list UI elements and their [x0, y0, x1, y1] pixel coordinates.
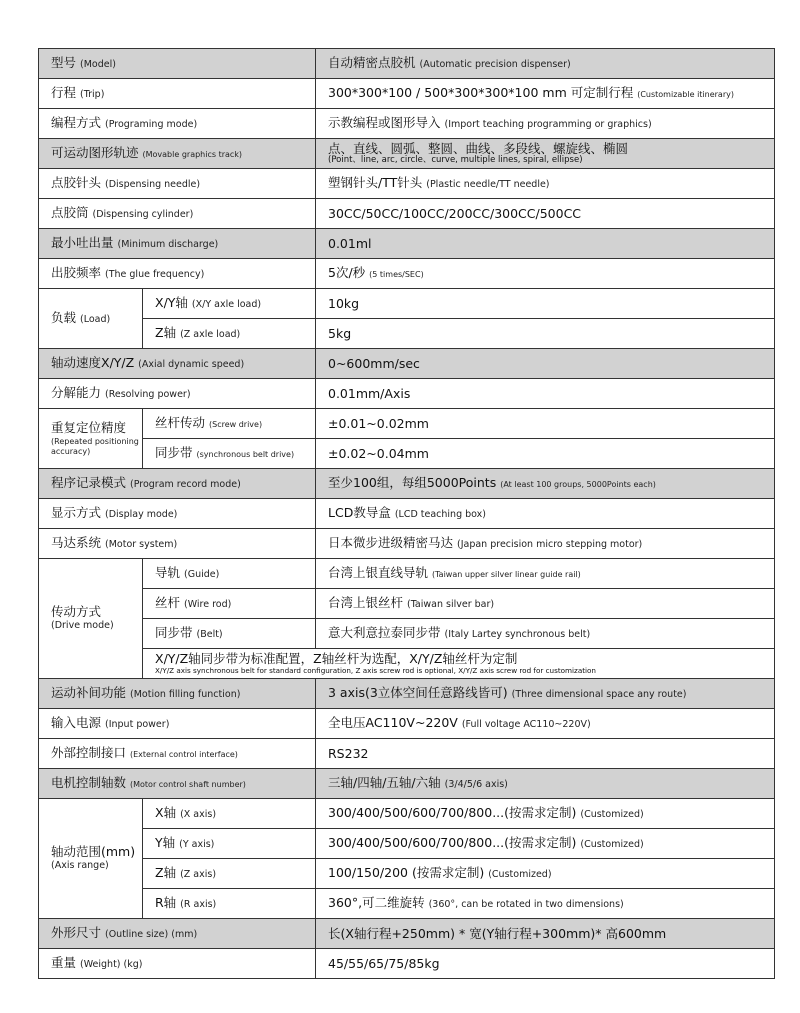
- label-power: 输入电源 (Input power): [39, 709, 316, 739]
- label-display: 显示方式 (Display mode): [39, 499, 316, 529]
- value-range-x: 300/400/500/600/700/800...(按需求定制) (Customized): [316, 799, 775, 829]
- label-range-x: X轴 (X axis): [143, 799, 316, 829]
- row-drive-belt: [39, 619, 775, 649]
- value-range-y: 300/400/500/600/700/800...(按需求定制) (Customized): [316, 829, 775, 859]
- spec-table: [38, 48, 775, 979]
- row-external: [39, 739, 775, 769]
- label-drive-wire: 丝杆 (Wire rod): [143, 589, 316, 619]
- value-trip: 300*300*100 / 500*300*300*100 mm 可定制行程 (Customizable itinerary): [316, 79, 775, 109]
- value-programming: 示教编程或图形导入 (Import teaching programming or graphics): [316, 109, 775, 139]
- row-shaft: [39, 769, 775, 799]
- label-cylinder: 点胶筒 (Dispensing cylinder): [39, 199, 316, 229]
- row-load-z: [39, 319, 775, 349]
- value-display: LCD教导盒 (LCD teaching box): [316, 499, 775, 529]
- row-model: [39, 49, 775, 79]
- label-track: 可运动图形轨迹 (Movable graphics track): [39, 139, 316, 169]
- label-frequency: 出胶频率 (The glue frequency): [39, 259, 316, 289]
- label-range-z: Z轴 (Z axis): [143, 859, 316, 889]
- row-frequency: [39, 259, 775, 289]
- value-power: 全电压AC110V~220V (Full voltage AC110~220V): [316, 709, 775, 739]
- label-resolving: 分解能力 (Resolving power): [39, 379, 316, 409]
- value-frequency: 5次/秒 (5 times/SEC): [316, 259, 775, 289]
- label-repeat-belt: 同步带 (synchronous belt drive): [143, 439, 316, 469]
- value-load-z: 5kg: [316, 319, 775, 349]
- value-speed: 0~600mm/sec: [316, 349, 775, 379]
- label-drive: 传动方式 (Drive mode): [39, 559, 143, 679]
- value-shaft: 三轴/四轴/五轴/六轴 (3/4/5/6 axis): [316, 769, 775, 799]
- value-model: 自动精密点胶机 (Automatic precision dispenser): [316, 49, 775, 79]
- value-range-r: 360°,可二维旋转 (360°, can be rotated in two dimensions): [316, 889, 775, 919]
- row-cylinder: [39, 199, 775, 229]
- label-speed: 轴动速度X/Y/Z (Axial dynamic speed): [39, 349, 316, 379]
- label-outline: 外形尺寸 (Outline size) (mm): [39, 919, 316, 949]
- row-load-xy: [39, 289, 775, 319]
- row-range-r: [39, 889, 775, 919]
- row-drive-wire: [39, 589, 775, 619]
- row-trip: [39, 79, 775, 109]
- label-external: 外部控制接口 (External control interface): [39, 739, 316, 769]
- value-repeat-belt: ±0.02~0.04mm: [316, 439, 775, 469]
- label-repeat: 重复定位精度 (Repeated positioning accuracy): [39, 409, 143, 469]
- value-drive-belt: 意大利意拉泰同步带 (Italy Lartey synchronous belt): [316, 619, 775, 649]
- drive-note: X/Y/Z轴同步带为标准配置，Z轴丝杆为选配，X/Y/Z轴丝杆为定制 X/Y/Z axis synchronous belt for standard configuration, Z axis screw rod is optional, X/Y/Z axis screw rod for customization: [143, 649, 775, 679]
- value-discharge: 0.01ml: [316, 229, 775, 259]
- label-load-z: Z轴 (Z axle load): [143, 319, 316, 349]
- value-drive-wire: 台湾上银丝杆 (Taiwan silver bar): [316, 589, 775, 619]
- row-outline: [39, 919, 775, 949]
- row-record: [39, 469, 775, 499]
- label-drive-belt: 同步带 (Belt): [143, 619, 316, 649]
- label-range: 轴动范围(mm) (Axis range): [39, 799, 143, 919]
- label-model: 型号 (Model): [39, 49, 316, 79]
- row-needle: [39, 169, 775, 199]
- label-drive-guide: 导轨 (Guide): [143, 559, 316, 589]
- value-range-z: 100/150/200 (按需求定制) (Customized): [316, 859, 775, 889]
- row-range-y: [39, 829, 775, 859]
- row-resolving: [39, 379, 775, 409]
- row-power: [39, 709, 775, 739]
- row-repeat-belt: [39, 439, 775, 469]
- label-discharge: 最小吐出量 (Minimum discharge): [39, 229, 316, 259]
- value-cylinder: 30CC/50CC/100CC/200CC/300CC/500CC: [316, 199, 775, 229]
- value-load-xy: 10kg: [316, 289, 775, 319]
- label-range-r: R轴 (R axis): [143, 889, 316, 919]
- label-weight: 重量 (Weight) (kg): [39, 949, 316, 979]
- row-discharge: [39, 229, 775, 259]
- row-drive-note: [39, 649, 775, 679]
- label-programming: 编程方式 (Programing mode): [39, 109, 316, 139]
- row-display: [39, 499, 775, 529]
- row-weight: [39, 949, 775, 979]
- label-needle: 点胶针头 (Dispensing needle): [39, 169, 316, 199]
- row-drive-guide: [39, 559, 775, 589]
- value-outline: 长(X轴行程+250mm) * 宽(Y轴行程+300mm)* 高600mm: [316, 919, 775, 949]
- label-record: 程序记录模式 (Program record mode): [39, 469, 316, 499]
- row-motor: [39, 529, 775, 559]
- label-motor: 马达系统 (Motor system): [39, 529, 316, 559]
- label-motion: 运动补间功能 (Motion filling function): [39, 679, 316, 709]
- label-range-y: Y轴 (Y axis): [143, 829, 316, 859]
- value-repeat-screw: ±0.01~0.02mm: [316, 409, 775, 439]
- value-record: 至少100组，每组5000Points (At least 100 groups, 5000Points each): [316, 469, 775, 499]
- row-range-z: [39, 859, 775, 889]
- label-repeat-screw: 丝杆传动 (Screw drive): [143, 409, 316, 439]
- value-external: RS232: [316, 739, 775, 769]
- value-weight: 45/55/65/75/85kg: [316, 949, 775, 979]
- value-resolving: 0.01mm/Axis: [316, 379, 775, 409]
- value-motion: 3 axis(3立体空间任意路线皆可) (Three dimensional space any route): [316, 679, 775, 709]
- row-track: [39, 139, 775, 169]
- row-programming: [39, 109, 775, 139]
- label-load-xy: X/Y轴 (X/Y axle load): [143, 289, 316, 319]
- row-speed: [39, 349, 775, 379]
- label-load: 负载 (Load): [39, 289, 143, 349]
- value-track: 点、直线、圆弧、整圆、曲线、多段线、螺旋线、椭圆 (Point、line, arc, circle、curve, multiple lines, spiral, ellipse): [316, 139, 775, 169]
- row-range-x: [39, 799, 775, 829]
- row-motion: [39, 679, 775, 709]
- label-shaft: 电机控制轴数 (Motor control shaft number): [39, 769, 316, 799]
- value-needle: 塑钢针头/TT针头 (Plastic needle/TT needle): [316, 169, 775, 199]
- row-repeat-screw: [39, 409, 775, 439]
- value-drive-guide: 台湾上银直线导轨 (Taiwan upper silver linear guide rail): [316, 559, 775, 589]
- value-motor: 日本微步进级精密马达 (Japan precision micro stepping motor): [316, 529, 775, 559]
- label-trip: 行程 (Trip): [39, 79, 316, 109]
